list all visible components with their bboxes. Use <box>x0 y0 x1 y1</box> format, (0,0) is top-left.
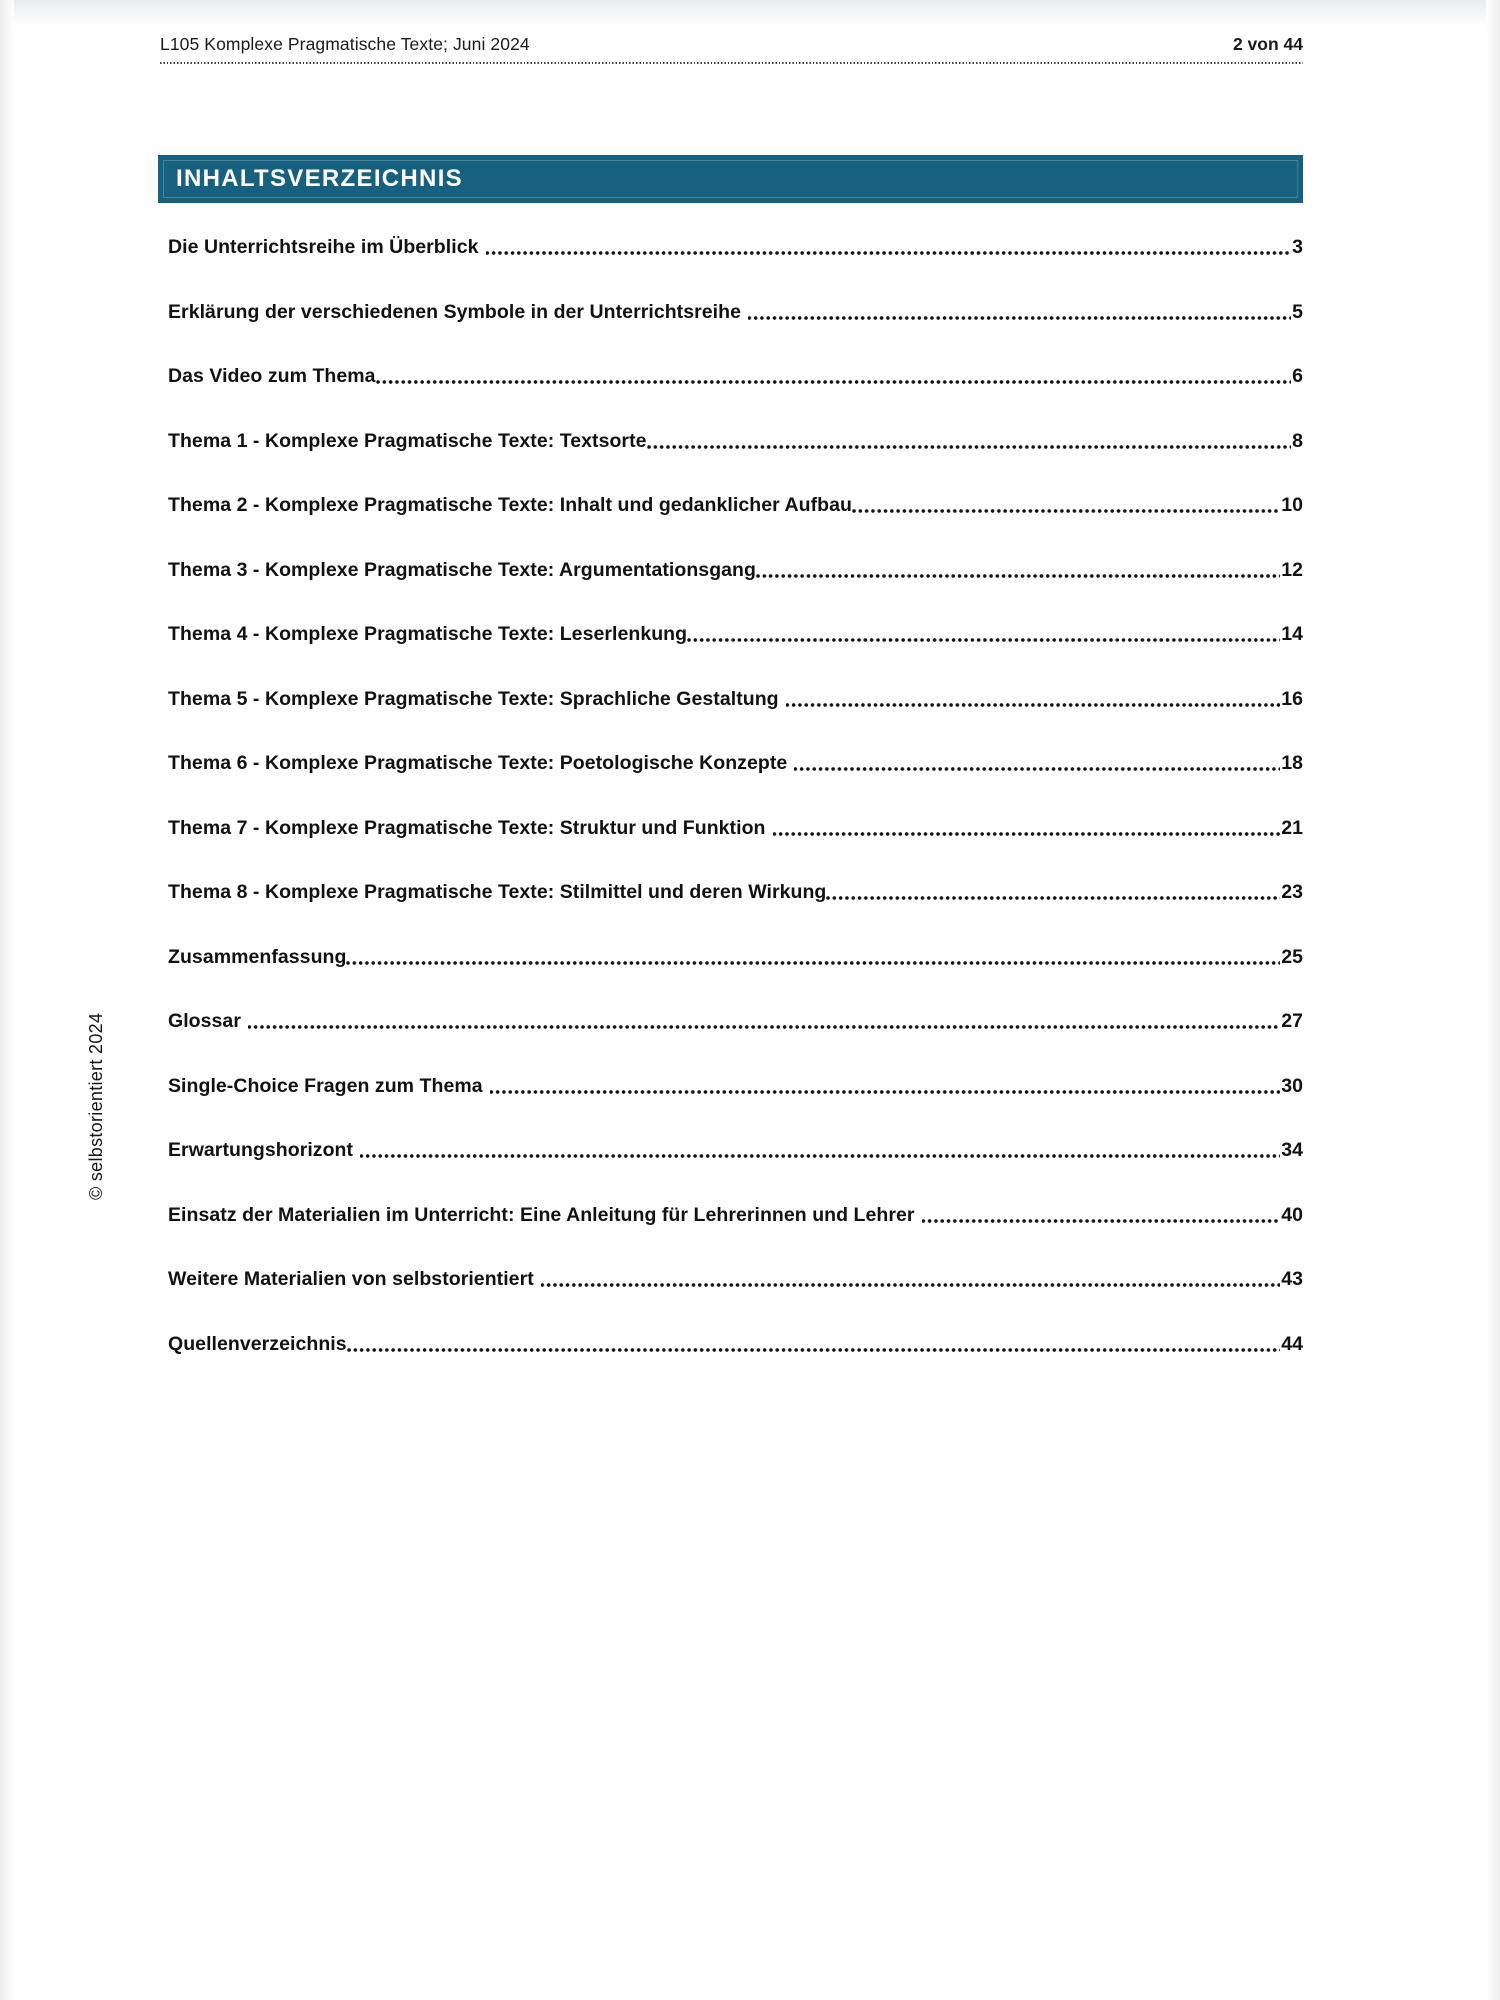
toc-entry-page-number: 16 <box>1281 687 1303 710</box>
toc-leader-dots <box>766 822 1281 840</box>
toc-leader-dots <box>779 693 1281 711</box>
toc-entry[interactable] <box>168 558 1303 582</box>
toc-entry[interactable] <box>168 235 1303 259</box>
toc-leader-dots <box>787 757 1280 775</box>
toc-leader-dots <box>534 1273 1281 1291</box>
toc-entry-page-number: 8 <box>1292 429 1303 452</box>
toc-leader-dots <box>346 951 1280 969</box>
toc-leader-dots <box>852 499 1280 517</box>
running-header <box>160 34 1303 55</box>
toc-entry-page-number: 18 <box>1281 752 1303 774</box>
toc-entry-label: Thema 1 - Komplexe Pragmatische Texte: Textsorte <box>168 429 647 452</box>
toc-entry-label: Single-Choice Fragen zum Thema <box>168 1074 483 1097</box>
table-of-contents-banner <box>158 155 1303 203</box>
toc-entry-page-number: 30 <box>1281 1074 1303 1097</box>
page-left-shading <box>0 0 14 2000</box>
toc-entry-label: Thema 2 - Komplexe Pragmatische Texte: Inhalt und gedanklicher Aufbau <box>168 494 852 516</box>
header-document-title: L105 Komplexe Pragmatische Texte; Juni 2024 <box>160 34 530 54</box>
toc-entry-page-number: 27 <box>1281 1010 1303 1032</box>
toc-entry[interactable] <box>168 751 1303 775</box>
toc-entry-page-number: 21 <box>1281 816 1303 839</box>
toc-entry-label: Glossar <box>168 1010 241 1032</box>
toc-entry-label: Thema 4 - Komplexe Pragmatische Texte: Leserlenkung <box>168 623 688 645</box>
header-page-indicator: 2 von 44 <box>1232 34 1303 54</box>
toc-entry-label: Thema 3 - Komplexe Pragmatische Texte: Argumentationsgang <box>168 558 756 581</box>
toc-entry-label: Einsatz der Materialien im Unterricht: Eine Anleitung für Lehrerinnen und Lehrer <box>168 1203 915 1226</box>
toc-entry[interactable] <box>168 945 1303 969</box>
toc-entry-page-number: 12 <box>1281 558 1303 581</box>
toc-leader-dots <box>647 435 1292 453</box>
toc-entry-page-number: 14 <box>1281 623 1303 645</box>
toc-entry[interactable] <box>168 1203 1303 1227</box>
toc-entry[interactable] <box>168 493 1303 517</box>
toc-leader-dots <box>353 1144 1280 1162</box>
toc-entry-page-number: 43 <box>1281 1268 1303 1290</box>
toc-entry[interactable] <box>168 429 1303 453</box>
toc-entry[interactable] <box>168 816 1303 840</box>
toc-entry[interactable] <box>168 880 1303 904</box>
toc-entry-label: Thema 6 - Komplexe Pragmatische Texte: Poetologische Konzepte <box>168 752 788 774</box>
toc-leader-dots <box>376 370 1292 388</box>
toc-entry-label: Thema 5 - Komplexe Pragmatische Texte: Sprachliche Gestaltung <box>168 687 779 710</box>
toc-entry-page-number: 25 <box>1281 945 1303 968</box>
toc-entry[interactable] <box>168 1138 1303 1162</box>
toc-entry-label: Das Video zum Thema <box>168 365 376 387</box>
toc-entry-label: Thema 8 - Komplexe Pragmatische Texte: Stilmittel und deren Wirkung <box>168 881 827 903</box>
toc-leader-dots <box>483 1080 1281 1098</box>
table-of-contents-list <box>168 235 1303 1396</box>
toc-entry-page-number: 34 <box>1281 1139 1303 1161</box>
toc-entry-page-number: 10 <box>1281 494 1303 516</box>
toc-leader-dots <box>479 241 1292 259</box>
toc-leader-dots <box>687 628 1280 646</box>
toc-entry[interactable] <box>168 1332 1303 1356</box>
toc-entry-label: Erklärung der verschiedenen Symbole in der Unterrichtsreihe <box>168 300 741 323</box>
toc-entry[interactable] <box>168 364 1303 388</box>
toc-entry-label: Die Unterrichtsreihe im Überblick <box>168 236 479 258</box>
toc-entry-page-number: 44 <box>1281 1332 1303 1355</box>
toc-leader-dots <box>915 1209 1281 1227</box>
toc-leader-dots <box>241 1015 1280 1033</box>
page-right-shading <box>1486 0 1500 2000</box>
toc-entry[interactable] <box>168 1267 1303 1291</box>
page-title: INHALTSVERZEICHNIS <box>176 165 463 192</box>
header-divider-rule <box>160 62 1303 64</box>
toc-leader-dots <box>347 1338 1281 1356</box>
toc-entry[interactable] <box>168 687 1303 711</box>
toc-entry-page-number: 6 <box>1292 365 1303 387</box>
toc-entry-label: Zusammenfassung <box>168 945 347 968</box>
toc-leader-dots <box>826 886 1280 904</box>
toc-entry-page-number: 40 <box>1281 1203 1303 1226</box>
toc-entry-label: Thema 7 - Komplexe Pragmatische Texte: Struktur und Funktion <box>168 816 766 839</box>
toc-entry-page-number: 5 <box>1292 300 1303 323</box>
side-copyright-notice: © selbstorientiert 2024 <box>86 1012 106 1200</box>
toc-entry-label: Quellenverzeichnis <box>168 1332 347 1355</box>
page-top-shading <box>0 0 1500 26</box>
toc-entry[interactable] <box>168 1009 1303 1033</box>
toc-entry[interactable] <box>168 300 1303 324</box>
toc-entry[interactable] <box>168 1074 1303 1098</box>
toc-leader-dots <box>741 306 1291 324</box>
toc-entry-label: Weitere Materialien von selbstorientiert <box>168 1268 534 1290</box>
toc-entry[interactable] <box>168 622 1303 646</box>
toc-entry-page-number: 23 <box>1281 881 1303 903</box>
toc-entry-label: Erwartungshorizont <box>168 1139 354 1161</box>
toc-leader-dots <box>756 564 1280 582</box>
toc-entry-page-number: 3 <box>1292 236 1303 258</box>
